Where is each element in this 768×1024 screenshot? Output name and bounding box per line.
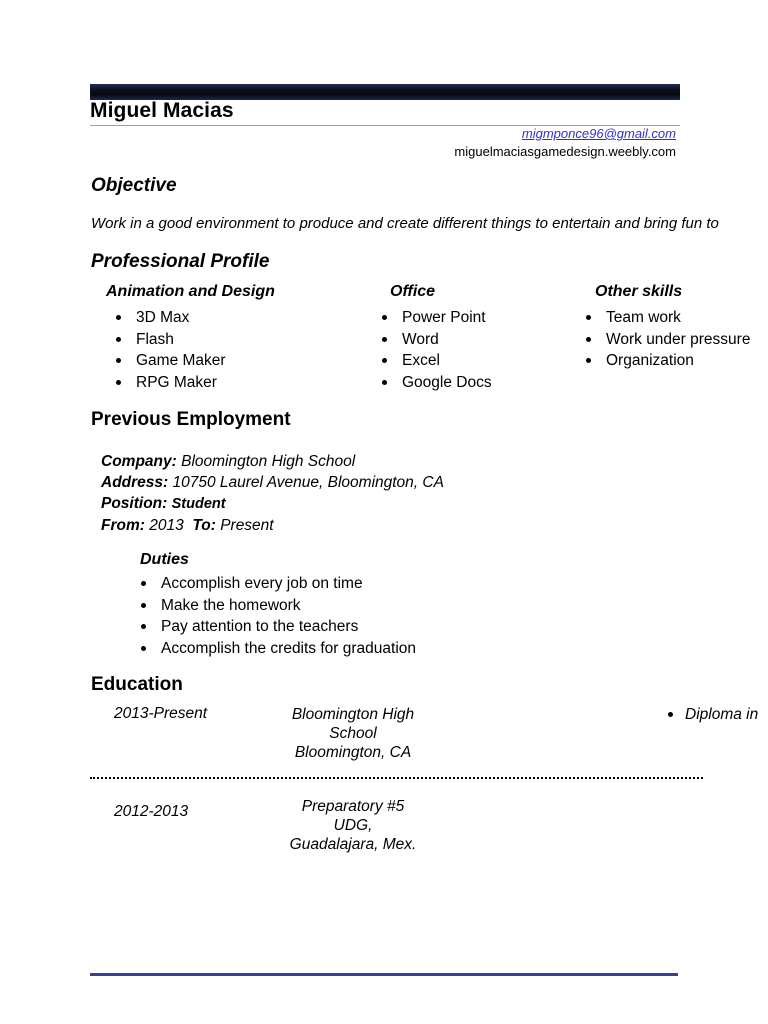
education-years: 2013-Present bbox=[114, 705, 208, 722]
education-note-text: Diploma in bbox=[685, 706, 759, 723]
education-school bbox=[268, 797, 438, 854]
bullet-icon bbox=[586, 315, 591, 320]
list-item bbox=[372, 307, 492, 329]
objective-text: Work in a good environment to produce and create different things to entertain and bring fun to bbox=[91, 215, 719, 232]
skills-column-other bbox=[576, 283, 750, 372]
from-label: From: bbox=[101, 517, 145, 534]
education-heading: Education bbox=[91, 674, 183, 695]
list-item-label: Make the homework bbox=[161, 596, 301, 614]
company-value: Bloomington High School bbox=[181, 453, 356, 470]
professional-profile-heading: Professional Profile bbox=[91, 251, 270, 272]
list-item bbox=[576, 307, 750, 329]
objective-heading: Objective bbox=[91, 175, 177, 196]
list-item-label: Accomplish the credits for graduation bbox=[161, 639, 417, 657]
skills-column-title: Office bbox=[390, 283, 436, 300]
bullet-icon bbox=[668, 712, 673, 717]
bullet-icon bbox=[116, 380, 121, 385]
bullet-icon bbox=[141, 646, 146, 651]
address-label: Address: bbox=[101, 474, 169, 491]
list-item bbox=[106, 329, 275, 351]
position-line bbox=[101, 493, 444, 515]
list-item bbox=[106, 372, 275, 394]
list-item-label: Team work bbox=[606, 309, 681, 326]
school-location: Bloomington, CA bbox=[294, 744, 412, 761]
list-item-label: Work under pressure bbox=[606, 330, 751, 348]
bullet-icon bbox=[382, 358, 387, 363]
skills-column-title: Animation and Design bbox=[106, 283, 275, 300]
company-label: Company: bbox=[101, 453, 177, 470]
education-school bbox=[268, 705, 438, 762]
previous-employment-heading: Previous Employment bbox=[91, 409, 291, 430]
bullet-icon bbox=[382, 315, 387, 320]
bullet-icon bbox=[382, 337, 387, 342]
list-item-label: Word bbox=[402, 330, 439, 348]
list-item bbox=[372, 329, 492, 351]
header-bar bbox=[90, 84, 680, 100]
list-item-label: Accomplish every job on time bbox=[161, 575, 363, 592]
education-divider bbox=[90, 777, 703, 779]
list-item bbox=[576, 350, 750, 372]
list-item-label: 3D Max bbox=[136, 309, 190, 326]
bullet-icon bbox=[586, 337, 591, 342]
school-name-line: UDG, bbox=[333, 817, 373, 834]
position-label: Position: bbox=[101, 495, 168, 512]
list-item-label: Game Maker bbox=[136, 352, 226, 369]
duties-list bbox=[131, 573, 416, 659]
skills-column-animation bbox=[106, 283, 275, 393]
education-note bbox=[668, 706, 758, 724]
to-value: Present bbox=[220, 517, 274, 534]
education-years: 2012-2013 bbox=[114, 803, 189, 820]
footer-line bbox=[90, 973, 678, 976]
bullet-icon bbox=[116, 337, 121, 342]
list-item-label: Flash bbox=[136, 330, 174, 348]
school-name-line: Bloomington High bbox=[291, 706, 415, 723]
list-item bbox=[576, 329, 750, 351]
resume-name: Miguel Macias bbox=[90, 99, 680, 126]
list-item bbox=[131, 616, 416, 638]
school-name-line: School bbox=[329, 725, 377, 742]
bullet-icon bbox=[141, 603, 146, 608]
dates-line bbox=[101, 515, 444, 536]
list-item bbox=[372, 372, 492, 394]
list-item bbox=[372, 350, 492, 372]
employment-details bbox=[101, 451, 444, 536]
skills-column-title: Other skills bbox=[595, 283, 683, 300]
company-line bbox=[101, 451, 444, 472]
bullet-icon bbox=[586, 358, 591, 363]
position-value: Student bbox=[171, 496, 226, 512]
from-value: 2013 bbox=[149, 517, 184, 534]
list-item-label: Excel bbox=[402, 352, 440, 369]
skills-list bbox=[576, 307, 750, 372]
bullet-icon bbox=[141, 581, 146, 586]
bullet-icon bbox=[116, 358, 121, 363]
school-name-line: Preparatory #5 bbox=[301, 798, 405, 815]
bullet-icon bbox=[382, 380, 387, 385]
bullet-icon bbox=[116, 315, 121, 320]
list-item bbox=[106, 350, 275, 372]
email-link[interactable]: migmponce96@gmail.com bbox=[521, 126, 676, 141]
to-label: To: bbox=[192, 517, 216, 534]
list-item-label: Pay attention to the teachers bbox=[161, 618, 359, 635]
list-item-label: Power Point bbox=[402, 309, 486, 326]
list-item bbox=[131, 638, 416, 660]
duties-heading: Duties bbox=[140, 551, 189, 568]
list-item-label: RPG Maker bbox=[136, 373, 217, 391]
address-value: 10750 Laurel Avenue, Bloomington, CA bbox=[172, 474, 444, 491]
list-item bbox=[106, 307, 275, 329]
list-item bbox=[131, 595, 416, 617]
skills-list bbox=[106, 307, 275, 393]
skills-column-office bbox=[372, 283, 492, 393]
school-location: Guadalajara, Mex. bbox=[289, 836, 417, 853]
list-item-label: Organization bbox=[606, 352, 694, 369]
website-text: miguelmaciasgamedesign.weebly.com bbox=[454, 144, 676, 159]
skills-list bbox=[372, 307, 492, 393]
bullet-icon bbox=[141, 624, 146, 629]
address-line bbox=[101, 472, 444, 493]
list-item-label: Google Docs bbox=[402, 373, 492, 391]
list-item bbox=[131, 573, 416, 595]
